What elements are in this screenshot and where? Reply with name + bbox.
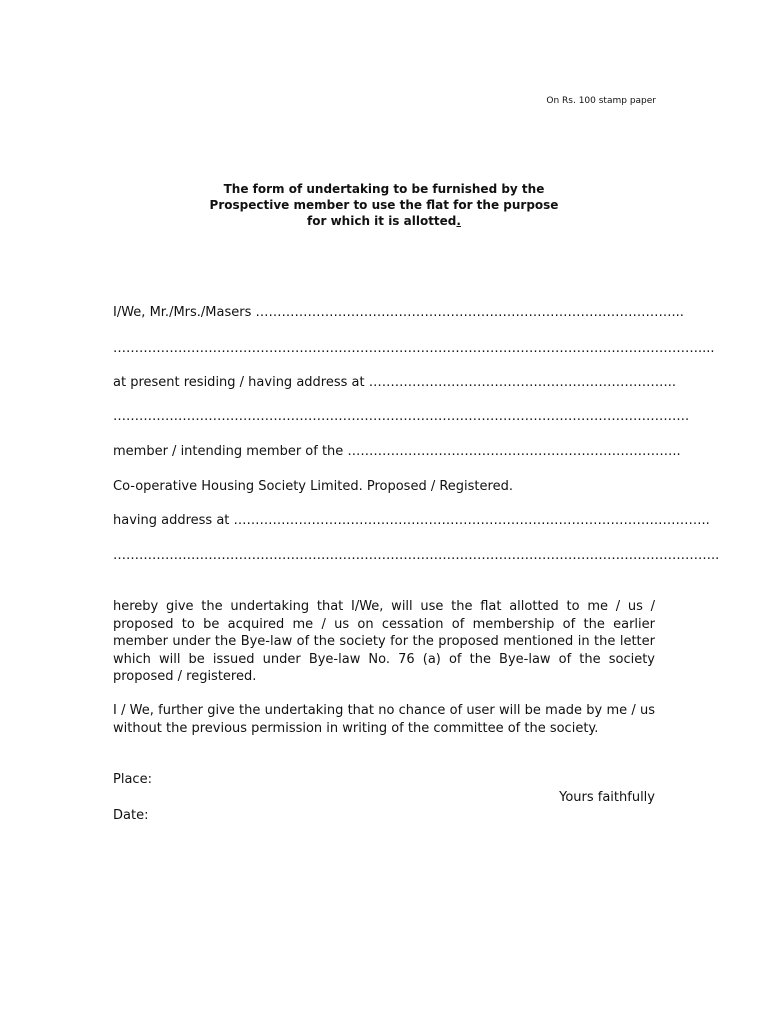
title-line-3-punct: .	[456, 214, 461, 228]
title-line-3-text: for which it is allotted	[307, 214, 457, 228]
further-undertaking-paragraph: I / We, further give the undertaking that no chance of user will be made by me / us without the previous permission in writing of the committee of the society.	[113, 703, 655, 736]
undertaking-paragraph: hereby give the undertaking that I/We, will use the flat allotted to me / us / proposed to be acquired me / us on cessation of membership of the earlier member under the Bye-law of the society for the proposed mentioned in the letter which will be issued under Bye-law No. 76 (a) of the Bye-law of the society proposed / registered.	[113, 599, 655, 684]
closing-signoff: Yours faithfully	[559, 790, 655, 805]
address-field-continuation: …………………………………………………………………………………………………………………….	[113, 409, 690, 424]
place-label: Place:	[113, 772, 152, 787]
society-address-continuation: …………………………………………………………………………………………………………………………..	[113, 548, 720, 563]
title-line-3	[150, 213, 618, 229]
name-field-continuation: ………………………………………………………………………………………………………………………....	[113, 341, 715, 356]
name-field: I/We, Mr./Mrs./Masers ……………………………………………………………………………………...	[113, 305, 684, 320]
society-line: Co-operative Housing Society Limited. Proposed / Registered.	[113, 479, 513, 494]
title-line-1: The form of undertaking to be furnished by the	[223, 182, 545, 196]
member-field: member / intending member of the …………………………………………………………………..	[113, 444, 681, 459]
document-title	[150, 181, 618, 229]
title-line-2: Prospective member to use the flat for the purpose	[209, 198, 559, 212]
society-address-field: having address at ………………………………………………………………………………………………..	[113, 513, 710, 528]
stamp-paper-note: On Rs. 100 stamp paper	[546, 96, 656, 106]
address-field: at present residing / having address at ……………………………………………………………..	[113, 375, 676, 390]
date-label: Date:	[113, 808, 149, 823]
